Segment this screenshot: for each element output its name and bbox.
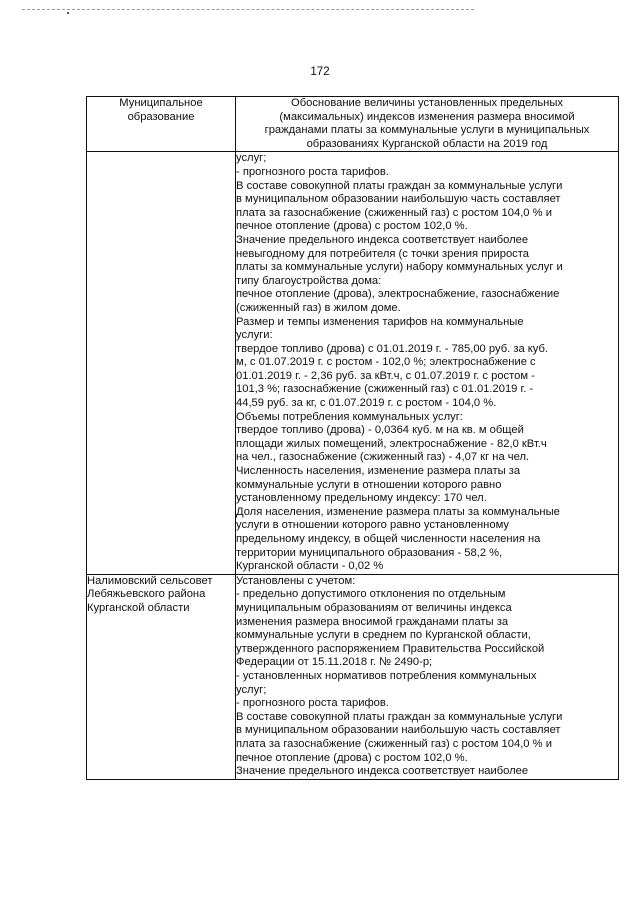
header-justification-line: гражданами платы за коммунальные услуги в муниципальных [264,124,590,137]
text-line: коммунальные услуги в отношении которого равно [236,478,502,491]
text-line: твердое топливо (дрова) с 01.01.2019 г. - 785,00 руб. за куб. [236,342,549,355]
text-line: услуг; [236,683,267,696]
text-line: коммунальные услуги в среднем по Курганской области, [236,629,531,642]
text-line: м, с 01.07.2019 г. с ростом - 102,0 %; электроснабжение с [236,356,536,369]
text-line: - прогнозного роста тарифов. [236,697,389,710]
text-line: типу благоустройства дома: [236,274,382,287]
text-line: 101,3 %; газоснабжение (сжиженный газ) с 01.01.2019 г. - [236,383,534,396]
tariff-justification-table [86,96,619,780]
text-line: утвержденного распоряжением Правительства Российской [236,642,545,655]
text-line: на чел., газоснабжение (сжиженный газ) - 4,07 кг на чел. [236,451,530,464]
header-municipality-line: образование [127,110,195,123]
text-line: невыгодному для потребителя (с точки зрения прироста [236,247,529,260]
text-line: Федерации от 15.11.2018 г. № 2490-р; [236,656,433,669]
text-line: Курганской области - 0,02 % [236,560,384,573]
text-line: услуги: [236,329,273,342]
text-line: 44,59 руб. за кг, с 01.07.2019 г. с ростом - 104,0 %. [236,397,497,410]
text-line: плата за газоснабжение (сжиженный газ) с ростом 104,0 % и [236,206,552,219]
text-line: В составе совокупной платы граждан за коммунальные услуги [236,179,563,192]
text-line: предельному индексу, в общей численности населения на [236,533,541,545]
header-municipality [87,97,236,152]
row-justification-cell [236,574,619,779]
page-number: 172 [310,66,330,78]
text-line: Значение предельного индекса соответствует наиболее [236,765,529,778]
header-justification-line: (максимальных) индексов изменения размера вносимой [279,110,575,123]
text-line: установленному предельному индексу: 170 чел. [236,492,487,505]
text-line: - прогнозного роста тарифов. [236,165,389,178]
text-line: услуг; [236,152,267,165]
text-line: Численность населения, изменение размера платы за [236,465,521,478]
text-line: в муниципальном образовании наибольшую часть составляет [236,724,561,737]
text-line: Размер и темпы изменения тарифов на коммунальные [236,315,524,328]
text-line: печное отопление (дрова) с ростом 102,0 %. [236,751,468,764]
scan-artifact-dot [67,12,69,14]
table-row [87,574,619,779]
text-line: Значение предельного индекса соответствует наиболее [236,233,529,246]
row-municipality-cell [87,574,236,779]
municipality-name-line: Налимовский сельсовет [87,574,213,587]
table-header-row [87,97,619,152]
text-line: - предельно допустимого отклонения по отдельным [236,588,506,601]
text-line: платы за коммунальные услуги) набору коммунальных услуг и [236,261,563,274]
text-line: муниципальным образованиям от величины индекса [236,601,512,614]
text-line: площади жилых помещений, электроснабжение - 82,0 кВт.ч [236,437,547,450]
table-row [87,152,619,574]
text-line: Объемы потребления коммунальных услуг: [236,410,463,423]
header-municipality-line: Муниципальное [119,97,203,109]
text-line: (сжиженный газ) в жилом доме. [236,301,401,314]
header-justification-line: образованиях Курганской области на 2019 год [306,137,548,150]
municipality-name-line: Курганской области [87,601,190,614]
text-line: Установлены с учетом: [236,574,356,587]
text-line: печное отопление (дрова), электроснабжение, газоснабжение [236,288,560,301]
header-justification [236,97,619,152]
text-line: 01.01.2019 г. - 2,36 руб. за кВт.ч, с 01.07.2019 г. с ростом - [236,369,535,382]
text-line: печное отопление (дрова) с ростом 102,0 %. [236,220,468,233]
municipality-name-line: Лебяжьевского района [87,588,206,601]
row-municipality-cell [87,152,236,574]
row-justification-cell [236,152,619,574]
scan-artifact-line [22,9,474,10]
text-line: - установленных нормативов потребления коммунальных [236,669,537,682]
header-justification-line: Обоснование величины установленных предельных [291,97,563,109]
text-line: изменения размера вносимой гражданами платы за [236,615,509,628]
text-line: В составе совокупной платы граждан за коммунальные услуги [236,710,563,723]
text-line: Доля населения, изменение размера платы за коммунальные [236,505,560,518]
text-line: территории муниципального образования - 58,2 %, [236,546,503,559]
text-line: услуги в отношении которого равно установленному [236,519,509,532]
text-line: твердое топливо (дрова) - 0,0364 куб. м на кв. м общей [236,424,524,437]
text-line: плата за газоснабжение (сжиженный газ) с ростом 104,0 % и [236,737,552,750]
text-line: в муниципальном образовании наибольшую часть составляет [236,193,561,206]
